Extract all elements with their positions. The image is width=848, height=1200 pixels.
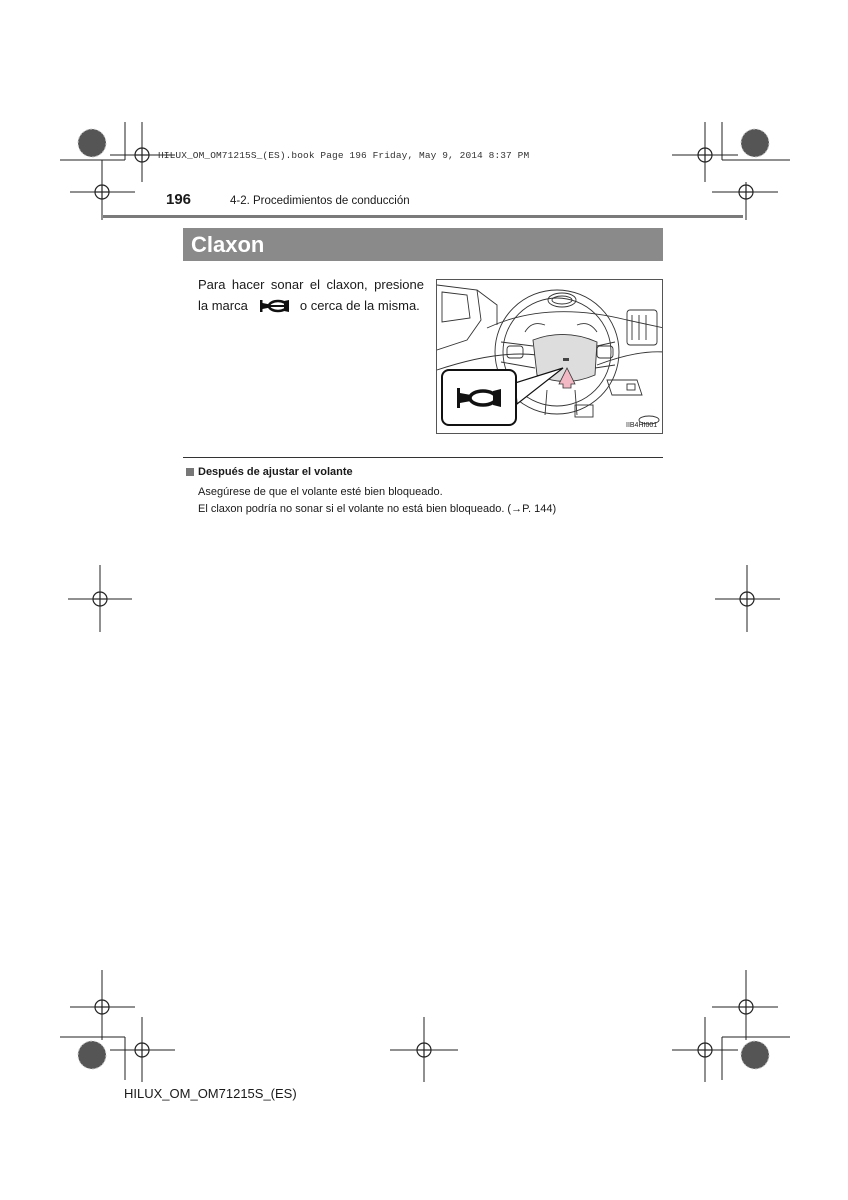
steering-wheel-illustration: [437, 280, 663, 434]
figure-code: IIB4HI001: [626, 422, 658, 429]
print-header: HILUX_OM_OM71215S_(ES).book Page 196 Friday, May 9, 2014 8:37 PM: [158, 150, 530, 161]
page-number: 196: [166, 191, 192, 208]
note-body: [198, 484, 556, 518]
intro-paragraph: [198, 274, 424, 316]
footer-code: HILUX_OM_OM71215S_(ES): [124, 1086, 297, 1101]
note-line: El claxon podría no sonar si el volante no está bien bloqueado. (→P. 144): [198, 503, 557, 515]
section-rule: [183, 457, 663, 458]
intro-line-1: Para hacer sonar el claxon, presione: [198, 277, 424, 292]
steering-wheel-figure: [436, 279, 663, 434]
section-title: 4-2. Procedimientos de conducción: [230, 195, 410, 207]
header-rule: [103, 215, 743, 218]
page-title: Claxon: [183, 228, 663, 261]
intro-line-2-after: o cerca de la misma.: [299, 298, 420, 313]
note-heading-text: Después de ajustar el volante: [198, 466, 353, 478]
intro-line-2: [198, 295, 424, 316]
horn-icon: [258, 297, 292, 315]
note-line: Asegúrese de que el volante esté bien bloqueado.: [198, 486, 443, 498]
note-heading: [186, 466, 353, 478]
bullet-square-icon: [186, 468, 194, 476]
intro-line-2-before: la marca: [198, 298, 248, 313]
